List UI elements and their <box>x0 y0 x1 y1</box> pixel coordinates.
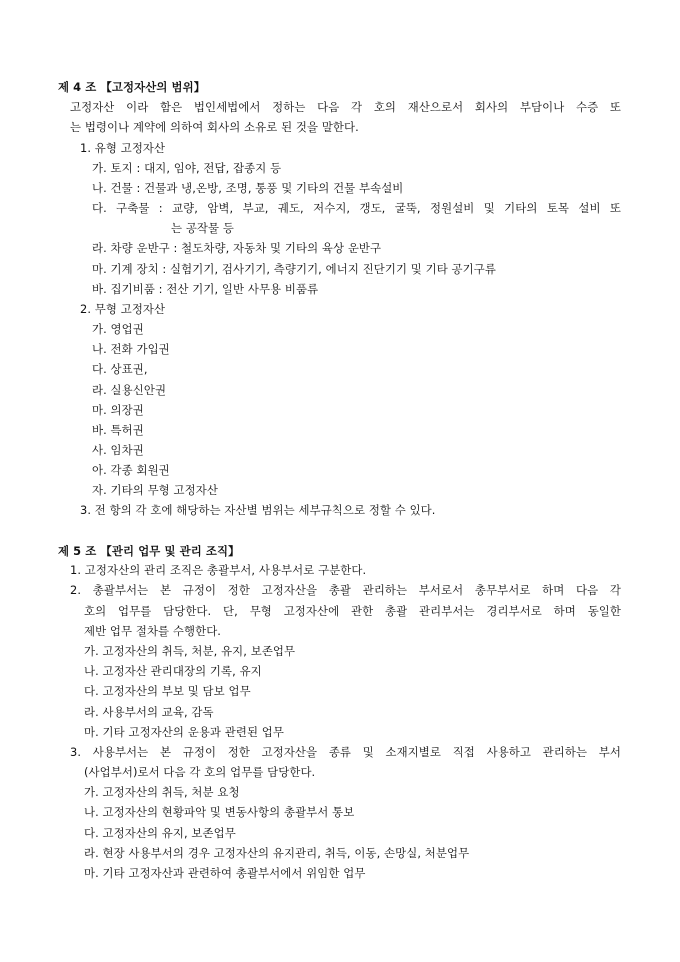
clause3-item: 라. 현장 사용부서의 경우 고정자산의 유지관리, 취득, 이동, 손망실, 처분업무 <box>84 846 470 860</box>
article5-clause3-line2: (사업부서)로서 다음 각 호의 업무를 담당한다. <box>84 765 316 779</box>
clause3-item: 나. 고정자산의 현황파악 및 변동사항의 총괄부서 통보 <box>84 805 355 819</box>
intangible-title: 2. 무형 고정자산 <box>80 302 166 316</box>
tangible-item: 바. 집기비품 : 전산 기기, 일반 사무용 비품류 <box>92 282 319 296</box>
intangible-item: 라. 실용신안권 <box>92 383 167 397</box>
article5-heading: 제 5 조 【관리 업무 및 관리 조직】 <box>58 544 240 558</box>
article4-intro-line2: 는 법령이나 계약에 의하여 회사의 소유로 된 것을 말한다. <box>70 120 359 134</box>
article5-clause2-line1: 2. 총괄부서는 본 규정이 정한 고정자산을 총괄 관리하는 부서로서 총무부서로 하며 다음 각 <box>70 583 621 597</box>
intangible-item: 바. 특허권 <box>92 423 144 437</box>
article4-heading: 제 4 조 【고정자산의 범위】 <box>58 80 206 94</box>
tangible-item: 가. 토지 : 대지, 임야, 전답, 잡종지 등 <box>92 161 282 175</box>
intangible-item: 마. 의장권 <box>92 403 144 417</box>
clause2-item: 다. 고정자산의 부보 및 담보 업무 <box>84 684 251 698</box>
tangible-item: 라. 차량 운반구 : 철도차량, 자동차 및 기타의 육상 운반구 <box>92 241 382 255</box>
intangible-item: 가. 영업권 <box>92 322 144 336</box>
intangible-item: 사. 임차권 <box>92 443 144 457</box>
tangible-item-continued: 는 공작물 등 <box>171 221 234 235</box>
article5-clause2-line2: 호의 업무를 담당한다. 단, 무형 고정자산에 관한 총괄 관리부서는 경리부서로 하며 동일한 <box>84 604 621 618</box>
intangible-item: 자. 기타의 무형 고정자산 <box>92 483 218 497</box>
article5-clause3-line1: 3. 사용부서는 본 규정이 정한 고정자산을 종류 및 소재지별로 직접 사용하고 관리하는 부서 <box>70 745 621 759</box>
article4-intro-line1: 고정자산 이라 함은 법인세법에서 정하는 다음 각 호의 재산으로서 회사의 부담이나 수증 또 <box>70 100 621 114</box>
intangible-item: 다. 상표권, <box>92 362 148 376</box>
clause2-item: 나. 고정자산 관리대장의 기록, 유지 <box>84 664 262 678</box>
clause3-item: 마. 기타 고정자산과 관련하여 총괄부서에서 위임한 업무 <box>84 866 366 880</box>
intangible-item: 아. 각종 회원권 <box>92 463 170 477</box>
clause2-item: 마. 기타 고정자산의 운용과 관련된 업무 <box>84 725 284 739</box>
clause2-item: 가. 고정자산의 취득, 처분, 유지, 보존업무 <box>84 644 296 658</box>
clause3-item: 가. 고정자산의 취득, 처분 요청 <box>84 785 240 799</box>
article5-clause2-line3: 제반 업무 절차를 수행한다. <box>84 624 222 638</box>
intangible-item: 나. 전화 가입권 <box>92 342 170 356</box>
tangible-item: 다. 구축물 : 교량, 암벽, 부교, 궤도, 저수지, 갱도, 굴뚝, 정원설비 및 기타의 토목 설비 또 <box>92 201 621 215</box>
article4-clause3: 3. 전 항의 각 호에 해당하는 자산별 범위는 세부규칙으로 정할 수 있다. <box>80 503 436 517</box>
tangible-item: 나. 건물 : 건물과 냉,온방, 조명, 통풍 및 기타의 건물 부속설비 <box>92 181 404 195</box>
clause3-item: 다. 고정자산의 유지, 보존업무 <box>84 826 236 840</box>
tangible-title: 1. 유형 고정자산 <box>80 141 166 155</box>
article5-clause1: 1. 고정자산의 관리 조직은 총괄부서, 사용부서로 구분한다. <box>70 563 367 577</box>
tangible-item: 마. 기계 장치 : 실험기기, 검사기기, 측량기기, 에너지 진단기기 및 기타 공기구류 <box>92 262 496 276</box>
clause2-item: 라. 사용부서의 교육, 감독 <box>84 705 214 719</box>
